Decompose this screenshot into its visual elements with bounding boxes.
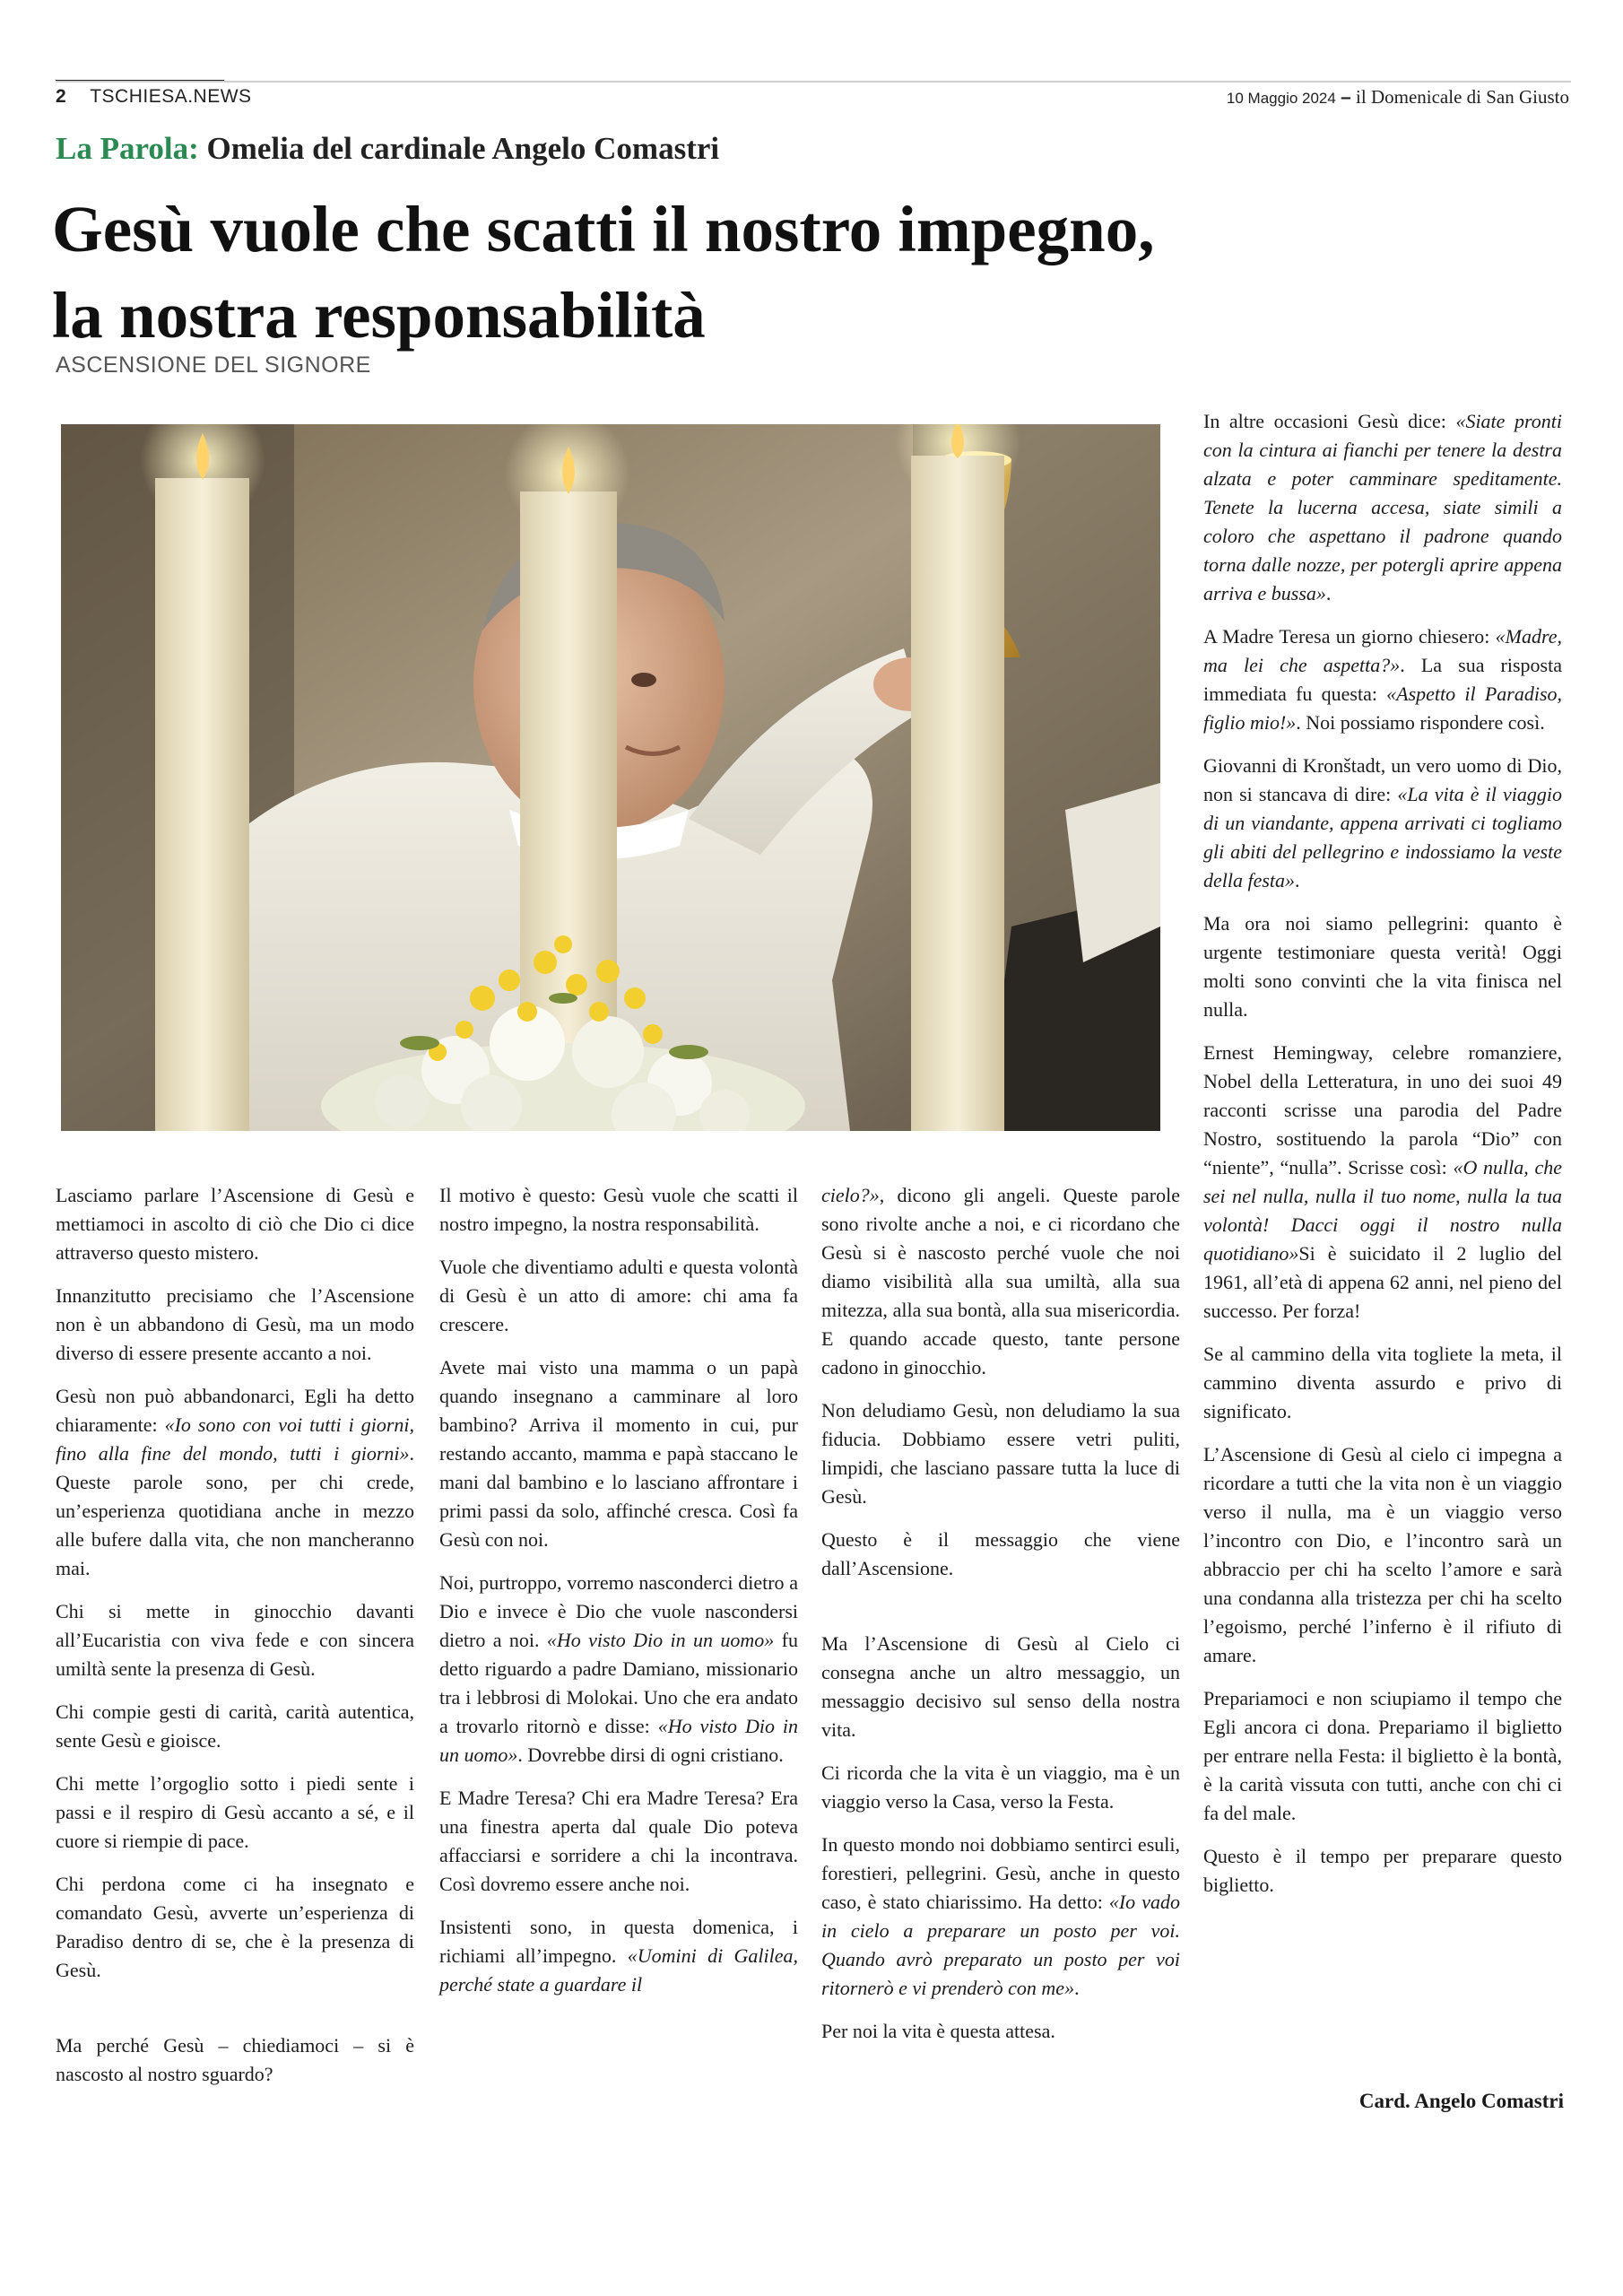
paragraph-text: Non deludiamo Gesù, non deludiamo la sua fiducia. Dobbiamo essere vetri puliti, limpidi, che lasciano passare tutta la luce di Gesù. [821,1399,1180,1508]
paragraph-text: . Dovrebbe dirsi di ogni cristiano. [517,1744,784,1766]
section-label: La Parola: [56,131,199,166]
body-paragraph [1203,622,1562,737]
body-paragraph [439,1784,798,1899]
paragraph-text: E Madre Teresa? Chi era Madre Teresa? Era una finestra aperta dal quale Dio poteva affacciarsi e sorridere a chi la incontrava. Così dovremo essere anche noi. [439,1787,798,1895]
paragraph-text: . La sua risposta immediata fu questa: [1203,654,1562,705]
paragraph-text: Lasciamo parlare l’Ascensione di Gesù e mettiamoci in ascolto di ciò che Dio ci dice attraverso questo mistero. [56,1184,414,1264]
paragraph-text: . [1074,1977,1080,1999]
site-name[interactable]: TSCHIESA.NEWS [90,86,252,107]
body-paragraph [1203,752,1562,895]
quotation-text: «Siate pronti con la cintura ai fianchi per tenere la destra alzata e poter camminare speditamente. Tenete la lucerna accesa, siate simili a coloro che aspettano il padrone quando torna dalle nozze, per potergli aprire appena arriva e bussa» [1203,410,1562,604]
paragraph-text: Chi si mette in ginocchio davanti all’Eucaristia con viva fede e con sincera umiltà sente la presenza di Gesù. [56,1600,414,1680]
paragraph-spacer [821,1597,1180,1630]
body-paragraph [56,2031,414,2089]
paragraph-text: Questo è il tempo per preparare questo biglietto. [1203,1845,1562,1896]
paragraph-text: Noi, purtroppo, vorremo nasconderci dietro a Dio e invece è Dio che vuole nascondersi dietro a noi. [439,1571,798,1651]
paragraph-text: fu detto riguardo a padre Damiano, missionario tra i lebbrosi di Molokai. Uno che era andato a trovarlo ritornò e disse: [439,1629,798,1737]
body-column-1 [56,1181,414,2103]
body-paragraph [1203,1039,1562,1326]
paragraph-text: Chi mette l’orgoglio sotto i piedi sente i passi e il respiro di Gesù accanto a sé, e il cuore si riempie di pace. [56,1772,414,1852]
paragraph-text: Questo è il messaggio che viene dall’Ascensione. [821,1528,1180,1579]
paragraph-text: Vuole che diventiamo adulti e questa volontà di Gesù è un atto di amore: chi ama fa crescere. [439,1256,798,1335]
body-paragraph [56,1282,414,1368]
paragraph-text: Ci ricorda che la vita è un viaggio, ma è un viaggio verso la Casa, verso la Festa. [821,1761,1180,1813]
paragraph-text: Ma perché Gesù – chiediamoci – si è nascosto al nostro sguardo? [56,2034,414,2085]
body-paragraph [1203,909,1562,1024]
paragraph-text: . Noi possiamo rispondere così. [1296,711,1545,734]
body-column-4 [1203,407,1562,1914]
paragraph-text: . [1325,582,1332,604]
body-paragraph [821,1526,1180,1583]
paragraph-text: Se al cammino della vita togliete la meta, il cammino diventa assurdo e privo di significato. [1203,1343,1562,1422]
paragraph-text: . [1295,869,1300,891]
page-number: 2 [56,86,67,107]
body-paragraph [56,1770,414,1856]
body-paragraph [1203,407,1562,608]
quotation-text: «Uomini di Galilea, perché state a guardare il [439,1944,798,1996]
headline-line-1: Gesù vuole che scatti il nostro impegno, [52,193,1155,265]
article-headline [52,187,1558,359]
paragraph-text: In questo mondo noi dobbiamo sentirci esuli, forestieri, pellegrini. Gesù, anche in questo caso, è stato chiarissimo. Ha detto: [821,1833,1180,1913]
body-paragraph [1203,1340,1562,1426]
body-paragraph [1203,1440,1562,1670]
body-paragraph [821,1759,1180,1816]
body-column-3 [821,1181,1180,2060]
header-rule [56,81,1571,83]
paragraph-text: Ma ora noi siamo pellegrini: quanto è urgente testimoniare questa verità! Oggi molti sono convinti che la vita finisca nel nulla. [1203,912,1562,1021]
body-paragraph [56,1870,414,1985]
paragraph-text: Ernest Hemingway, celebre romanziere, Nobel della Letteratura, in uno dei suoi 49 racconti scrisse una parodia del Padre Nostro, sostituendo la parola “Dio” con “niente”, “nulla”. Scrisse così: [1203,1041,1562,1178]
body-paragraph [439,1253,798,1339]
quotation-text: «Io vado in cielo a preparare un posto per voi. Quando avrò preparato un posto per voi ritornerò e vi prenderò con me» [821,1891,1180,1999]
paragraph-text: Gesù non può abbandonarci, Egli ha detto chiaramente: [56,1385,414,1436]
article-kicker [56,131,719,167]
paragraph-text: Il motivo è questo: Gesù vuole che scatti il nostro impegno, la nostra responsabilità. [439,1184,798,1235]
quotation-text: «O nulla, che sei nel nulla, nulla il tuo nome, nulla la tua volontà! Dacci oggi il nostro nulla quotidiano» [1203,1156,1562,1265]
paragraph-text: L’Ascensione di Gesù al cielo ci impegna a ricordare a tutti che la vita non è un viaggio verso il nulla, ma è un viaggio verso l’incontro con Dio, e l’incontro sarà un abbraccio per chi ha scelto l’amore e sarà una condanna alla tristezza per chi ha scelto l’egoismo, perché l’inferno è il rifiuto di amare. [1203,1443,1562,1666]
body-paragraph [1203,1684,1562,1828]
body-paragraph [56,1698,414,1755]
quotation-text: «Io sono con voi tutti i giorni, fino alla fine del mondo, tutti i giorni» [56,1413,414,1465]
paragraph-text: . Queste parole sono, per chi crede, un’esperienza quotidiana anche in mezzo alle bufere dalla vita, che non mancheranno mai. [56,1442,414,1579]
article-photo [61,424,1160,1131]
quotation-text: «Madre, ma lei che aspetta?» [1203,625,1562,676]
header-dash: – [1341,87,1351,108]
paragraph-text: Prepariamoci e non sciupiamo il tempo che Egli ancora ci dona. Prepariamo il biglietto per entrare nella Festa: il biglietto è la bontà, è la carità vissuta con tutti, anche con chi ci fa del male. [1203,1687,1562,1824]
paragraph-text: Chi perdona come ci ha insegnato e comandato Gesù, avverte un’esperienza di Paradiso dentro di se, che è la presenza di Gesù. [56,1873,414,1981]
quotation-text: «La vita è il viaggio di un viandante, appena arrivati ci togliamo gli abiti del pellegrino e indossiamo la veste della festa» [1203,783,1563,891]
body-paragraph [439,1569,798,1770]
body-paragraph [439,1353,798,1554]
body-paragraph [56,1181,414,1267]
headline-line-2: la nostra responsabilità [52,279,706,352]
body-paragraph [821,1831,1180,2003]
paragraph-text: Per noi la vita è questa attesa. [821,2020,1055,2042]
body-paragraph [821,1630,1180,1744]
issue-date: 10 Maggio 2024 [1226,90,1336,107]
body-paragraph [439,1181,798,1239]
body-paragraph [56,1597,414,1683]
quotation-text: cielo?» [821,1184,880,1206]
photo-celebration-illustration [61,424,1160,1131]
paragraph-text: Insistenti sono, in questa domenica, i richiami all’impegno. [439,1916,798,1967]
paragraph-text: Innanzitutto precisiamo che l’Ascensione non è un abbandono di Gesù, ma un modo diverso di essere presente accanto a noi. [56,1284,414,1364]
paragraph-text: , dicono gli angeli. Queste parole sono rivolte anche a noi, e ci ricordano che Gesù si è nascosto perché vuole che noi diamo visibilità alla sua umiltà, alla sua mitezza, alla sua bontà, alla sua misericordia. E quando accade questo, tante persone cadono in ginocchio. [821,1184,1180,1378]
paragraph-text: A Madre Teresa un giorno chiesero: [1203,625,1496,648]
quotation-text: «Aspetto il Paradiso, figlio mio!» [1203,683,1563,734]
kicker-subtitle: Omelia del cardinale Angelo Comastri [206,131,720,166]
liturgical-rubric: ASCENSIONE DEL SIGNORE [56,352,371,378]
body-column-2 [439,1181,798,2013]
body-paragraph [56,1382,414,1583]
body-paragraph [821,1181,1180,1382]
header-right [1227,86,1569,109]
paragraph-spacer [56,1999,414,2031]
body-paragraph [439,1913,798,1999]
quotation-text: «Ho visto Dio in un uomo» [439,1715,798,1766]
paragraph-text: Ma l’Ascensione di Gesù al Cielo ci consegna anche un altro messaggio, un messaggio decisivo sul senso della nostra vita. [821,1632,1180,1741]
paragraph-text: Giovanni di Kronštadt, un vero uomo di Dio, non si stancava di dire: [1203,754,1562,805]
quotation-text: «Ho visto Dio in un uomo» [546,1629,775,1651]
author-signature: Card. Angelo Comastri [1358,2090,1564,2112]
paragraph-text: Avete mai visto una mamma o un papà quando insegnano a camminare al loro bambino? Arriva il momento in cui, pur restando accanto, mamma e papà staccano le mani dal bambino e lo lasciano affrontare i primi passi da solo, affinché cresca. Così fa Gesù con noi. [439,1356,798,1551]
paragraph-text: Chi compie gesti di carità, carità autentica, sente Gesù e gioisce. [56,1700,414,1752]
body-paragraph [1203,1842,1562,1900]
publication-name: il Domenicale di San Giusto [1356,86,1569,108]
body-paragraph [821,2017,1180,2046]
paragraph-text: Si è suicidato il 2 luglio del 1961, all’età di appena 62 anni, nel pieno del successo. Per forza! [1203,1242,1562,1322]
header-left [56,86,252,108]
paragraph-text: In altre occasioni Gesù dice: [1203,410,1456,432]
body-paragraph [821,1396,1180,1511]
